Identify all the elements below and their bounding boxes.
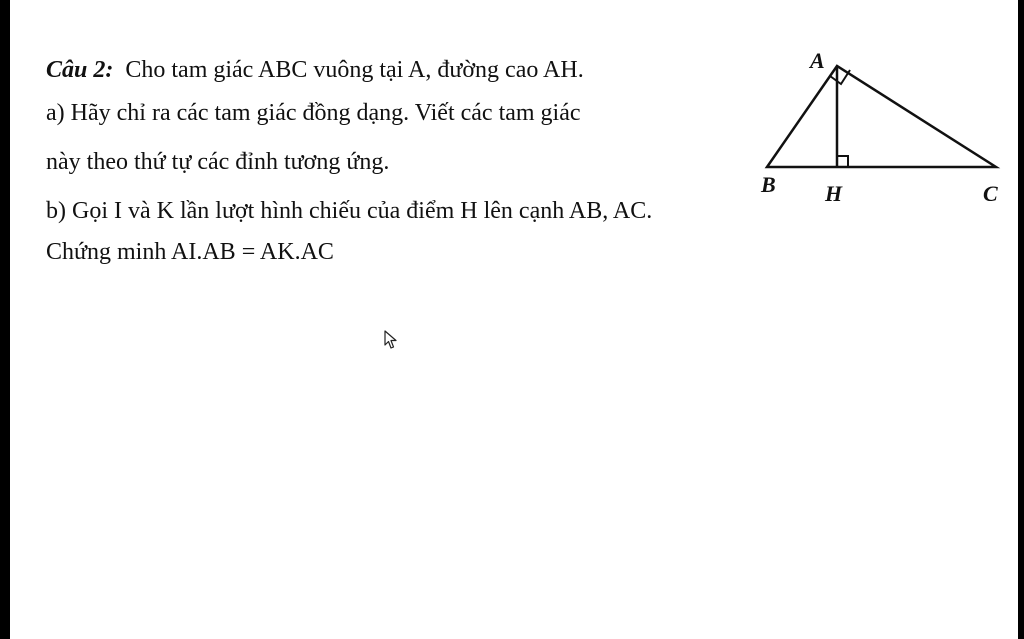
part-b-line-2: Chứng minh AI.AB = AK.AC xyxy=(46,239,334,265)
document-page xyxy=(10,0,1018,639)
triangle-abc xyxy=(767,66,996,167)
problem-label: Câu 2: xyxy=(46,57,114,83)
problem-statement: Cho tam giác ABC vuông tại A, đường cao AH. xyxy=(125,57,584,83)
right-angle-mark-h xyxy=(837,156,848,167)
part-a-line-1: a) Hãy chỉ ra các tam giác đồng dạng. Viết các tam giác xyxy=(46,100,581,126)
vertex-label-h: H xyxy=(825,181,843,206)
part-b-line-1: b) Gọi I và K lần lượt hình chiếu của điểm H lên cạnh AB, AC. xyxy=(46,198,653,224)
vertex-label-a: A xyxy=(810,48,825,73)
triangle-figure xyxy=(10,0,1018,639)
vertex-label-c: C xyxy=(983,181,998,206)
part-a-line-2: này theo thứ tự các đỉnh tương ứng. xyxy=(46,149,390,175)
vertex-label-b: B xyxy=(761,172,776,197)
mouse-pointer-icon xyxy=(384,330,400,352)
